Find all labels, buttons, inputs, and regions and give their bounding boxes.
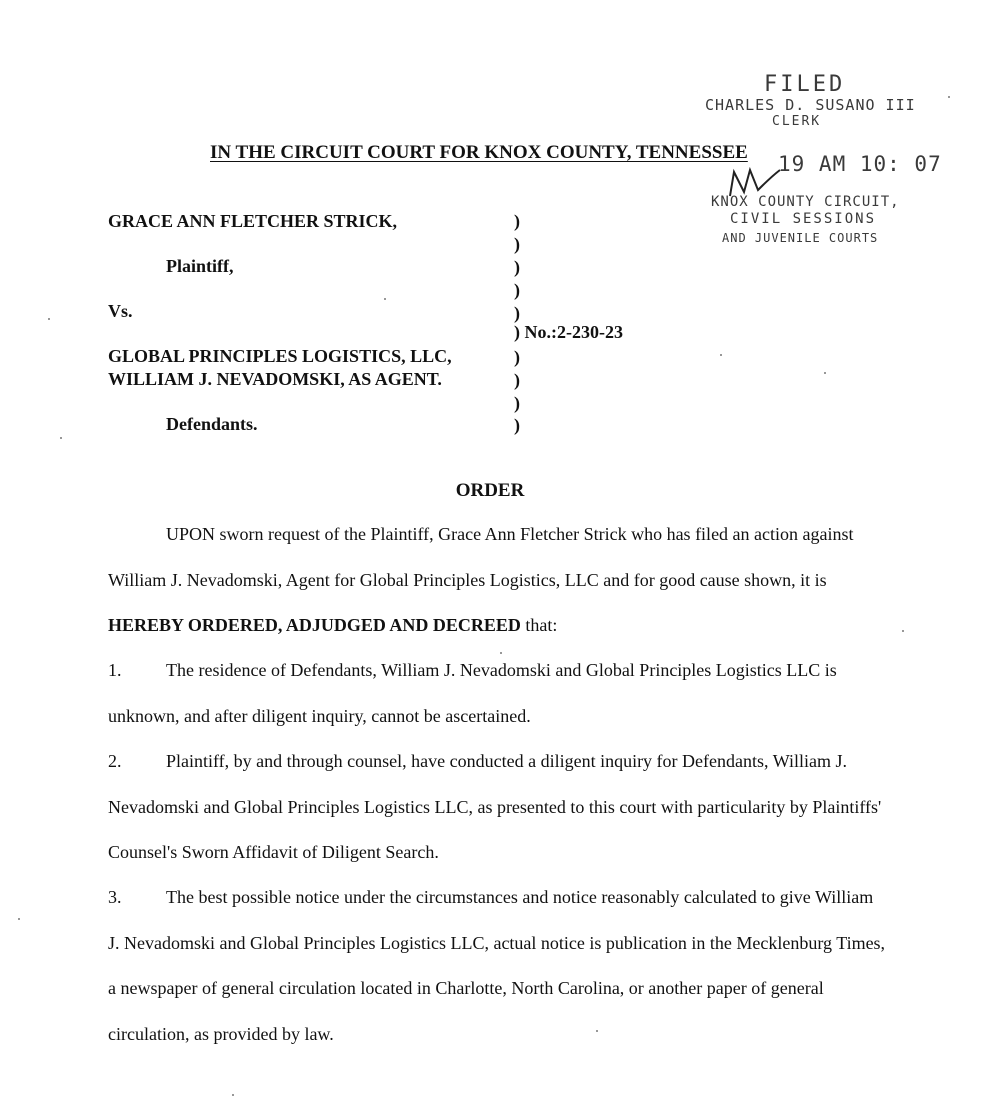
caption-paren: ) — [514, 393, 520, 413]
stamp-court-line3: AND JUVENILE COURTS — [722, 231, 879, 245]
plaintiff-name: GRACE ANN FLETCHER STRICK, — [108, 211, 398, 231]
caption-paren: ) — [514, 234, 520, 254]
defendant-label: Defendants. — [166, 414, 258, 434]
stamp-clerk-title: CLERK — [772, 114, 822, 129]
order-item-2 — [108, 739, 888, 876]
scan-speck — [232, 1094, 234, 1096]
scan-speck — [824, 372, 826, 374]
scan-speck — [60, 437, 62, 439]
order-item-3 — [108, 875, 888, 1057]
caption-paren: ) — [514, 415, 520, 435]
caption-paren: ) — [514, 347, 520, 367]
intro-tail: that: — [520, 615, 558, 635]
scan-speck — [948, 96, 950, 98]
intro-emphasis: HEREBY ORDERED, ADJUDGED AND DECREED — [108, 615, 521, 635]
case-number: ) No.:2-230-23 — [514, 322, 623, 342]
scan-speck — [596, 1030, 598, 1032]
item-text: Plaintiff, by and through counsel, have conducted a diligent inquiry for Defendants, William J. Nevadomski and Global Principles Logistics LLC, as presented to this court with particularity by Plaintiffs' Counsel's Sworn Affidavit of Diligent Search. — [108, 751, 882, 862]
caption-paren: ) — [514, 303, 520, 323]
caption-paren: ) — [514, 257, 520, 277]
intro-text: UPON sworn request of the Plaintiff, Grace Ann Fletcher Strick who has filed an action against William J. Nevadomski, Agent for Global Principles Logistics, LLC and for good cause shown, it is — [108, 524, 854, 590]
caption-paren: ) — [514, 370, 520, 390]
scan-speck — [902, 630, 904, 632]
defendant-line2: WILLIAM J. NEVADOMSKI, AS AGENT. — [108, 369, 442, 389]
item-text: The residence of Defendants, William J. Nevadomski and Global Principles Logistics LLC is unknown, and after diligent inquiry, cannot be ascertained. — [108, 660, 837, 726]
caption-paren: ) — [514, 280, 520, 300]
item-number: 3. — [108, 887, 122, 907]
stamp-date-time: 19 AM 10: 07 — [778, 152, 942, 176]
scan-speck — [48, 318, 50, 320]
plaintiff-label: Plaintiff, — [166, 256, 234, 276]
item-text: The best possible notice under the circumstances and notice reasonably calculated to give William J. Nevadomski and Global Principles Logistics LLC, actual notice is publication in the Mecklenburg Times, a newspaper of general circulation located in Charlotte, North Carolina, or another paper of general circulation, as provided by law. — [108, 887, 886, 1044]
scan-speck — [384, 298, 386, 300]
item-number: 2. — [108, 751, 122, 771]
item-number: 1. — [108, 660, 122, 680]
defendant-line1: GLOBAL PRINCIPLES LOGISTICS, LLC, — [108, 346, 452, 366]
scan-speck — [500, 652, 502, 654]
order-title: ORDER — [455, 480, 525, 501]
stamp-court-line1: KNOX COUNTY CIRCUIT, — [711, 194, 900, 210]
versus-label: Vs. — [108, 301, 133, 321]
stamp-clerk-name: CHARLES D. SUSANO III — [705, 96, 916, 114]
stamp-filed: FILED — [764, 72, 846, 97]
court-title: IN THE CIRCUIT COURT FOR KNOX COUNTY, TENNESSEE — [210, 142, 748, 163]
intro-paragraph — [108, 512, 888, 649]
scan-speck — [720, 354, 722, 356]
order-item-1 — [108, 648, 888, 739]
caption-paren: ) — [514, 211, 520, 231]
scan-speck — [18, 918, 20, 920]
stamp-court-line2: CIVIL SESSIONS — [730, 211, 877, 227]
